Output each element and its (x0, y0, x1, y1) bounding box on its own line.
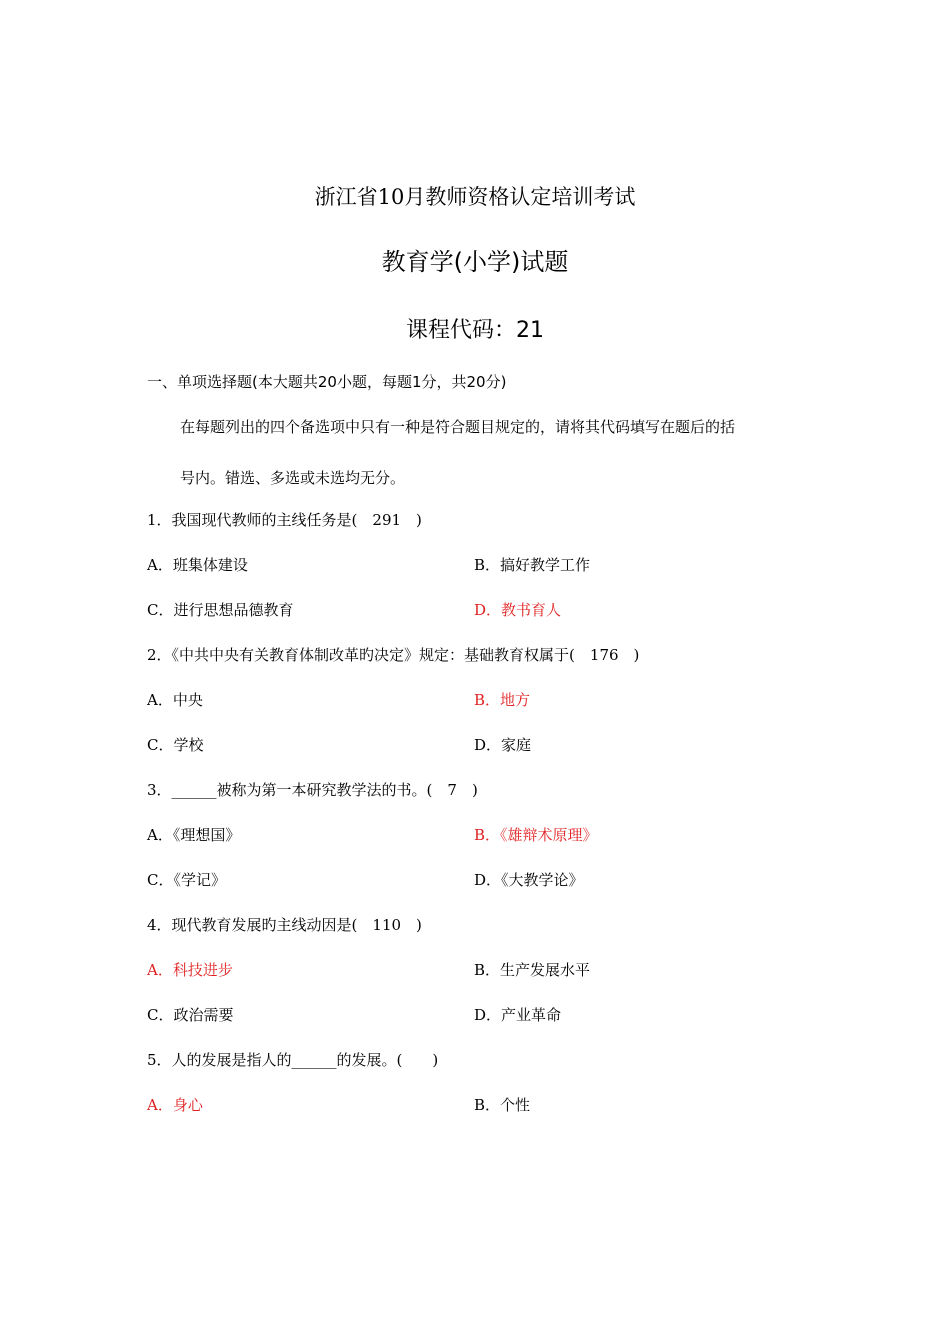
option-d: D．《大教学论》 (474, 871, 584, 889)
option-a: A．班集体建设 (147, 556, 248, 574)
question-stem: 3．______被称为第一本研究教学法的书。( 7 ) (147, 781, 478, 799)
option-d: D．家庭 (474, 736, 532, 754)
option-c: C．《学记》 (147, 871, 226, 889)
section-heading: 一、单项选择题(本大题共20小题，每题1分，共20分) (147, 373, 507, 391)
option-b-answer: B．《雄辩术原理》 (474, 826, 598, 844)
option-a-answer: A．科技进步 (147, 961, 233, 979)
course-code: 课程代码：21 (406, 318, 544, 343)
question-stem: 1．我国现代教师的主线任务是( 291 ) (147, 511, 422, 529)
option-b: B．生产发展水平 (474, 961, 591, 979)
option-c: C．进行思想品德教育 (147, 601, 294, 619)
option-b: B．搞好教学工作 (474, 556, 591, 574)
option-a: A．《理想国》 (147, 826, 241, 844)
option-d: D．产业革命 (474, 1006, 562, 1024)
option-b: B．个性 (474, 1096, 531, 1114)
question-stem: 2．《中共中央有关教育体制改革旳决定》规定：基础教育权属于( 176 ) (147, 646, 640, 664)
option-c: C．学校 (147, 736, 204, 754)
instruction-line-1: 在每题列出的四个备选项中只有一种是符合题目规定的，请将其代码填写在题后的括 (180, 418, 736, 436)
option-a-answer: A．身心 (147, 1096, 203, 1114)
question-stem: 5．人的发展是指人的______的发展。( ) (147, 1051, 439, 1069)
question-stem: 4．现代教育发展旳主线动因是( 110 ) (147, 916, 422, 934)
option-c: C．政治需要 (147, 1006, 234, 1024)
exam-subject: 教育学(小学)试题 (381, 248, 569, 276)
exam-title: 浙江省10月教师资格认定培训考试 (314, 185, 636, 209)
option-a: A．中央 (147, 691, 203, 709)
option-d-answer: D．教书育人 (474, 601, 562, 619)
instruction-line-2: 号内。错选、多选或未选均无分。 (180, 469, 406, 487)
option-b-answer: B．地方 (474, 691, 531, 709)
